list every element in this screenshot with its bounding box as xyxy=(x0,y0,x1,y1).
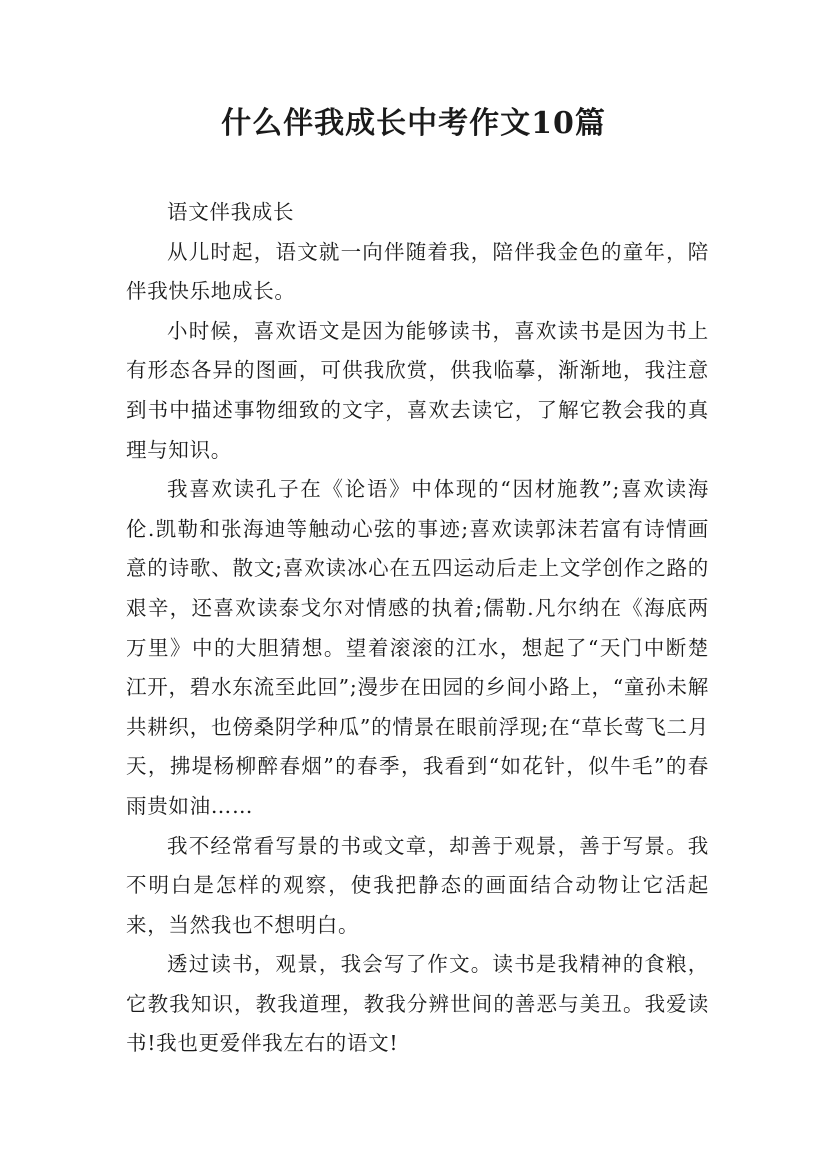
paragraph: 我不经常看写景的书或文章，却善于观景，善于写景。我不明白是怎样的观察，使我把静态的画面结合动物让它活起来，当然我也不想明白。 xyxy=(126,833,709,937)
essay-subtitle: 语文伴我成长 xyxy=(167,200,295,224)
paragraph: 小时候，喜欢语文是因为能够读书，喜欢读书是因为书上有形态各异的图画，可供我欣赏，供我临摹，渐渐地，我注意到书中描述事物细致的文字，喜欢去读它，了解它教会我的真理与知识。 xyxy=(126,318,709,462)
paragraph: 从儿时起，语文就一向伴随着我，陪伴我金色的童年，陪伴我快乐地成长。 xyxy=(126,239,709,304)
document-title: 什么伴我成长中考作文10篇 xyxy=(221,106,606,141)
paragraph: 我喜欢读孔子在《论语》中体现的“因材施教”;喜欢读海伦.凯勒和张海迪等触动心弦的事迹;喜欢读郭沫若富有诗情画意的诗歌、散文;喜欢读冰心在五四运动后走上文学创作之路的艰辛，还喜欢读泰戈尔对情感的执着;儒勒.凡尔纳在《海底两万里》中的大胆猜想。望着滚滚的江水，想起了“天门中断楚江开，碧水东流至此回”;漫步在田园的乡间小路上，“童孙未解共耕织，也傍桑阴学种瓜”的情景在眼前浮现;在“草长莺飞二月天，拂堤杨柳醉春烟”的春季，我看到“如花针，似牛毛”的春雨贵如油…… xyxy=(126,477,709,818)
paragraph: 透过读书，观景，我会写了作文。读书是我精神的食粮，它教我知识，教我道理，教我分辨世间的善恶与美丑。我爱读书!我也更爱伴我左右的语文! xyxy=(126,952,709,1056)
document-body xyxy=(126,193,709,1064)
